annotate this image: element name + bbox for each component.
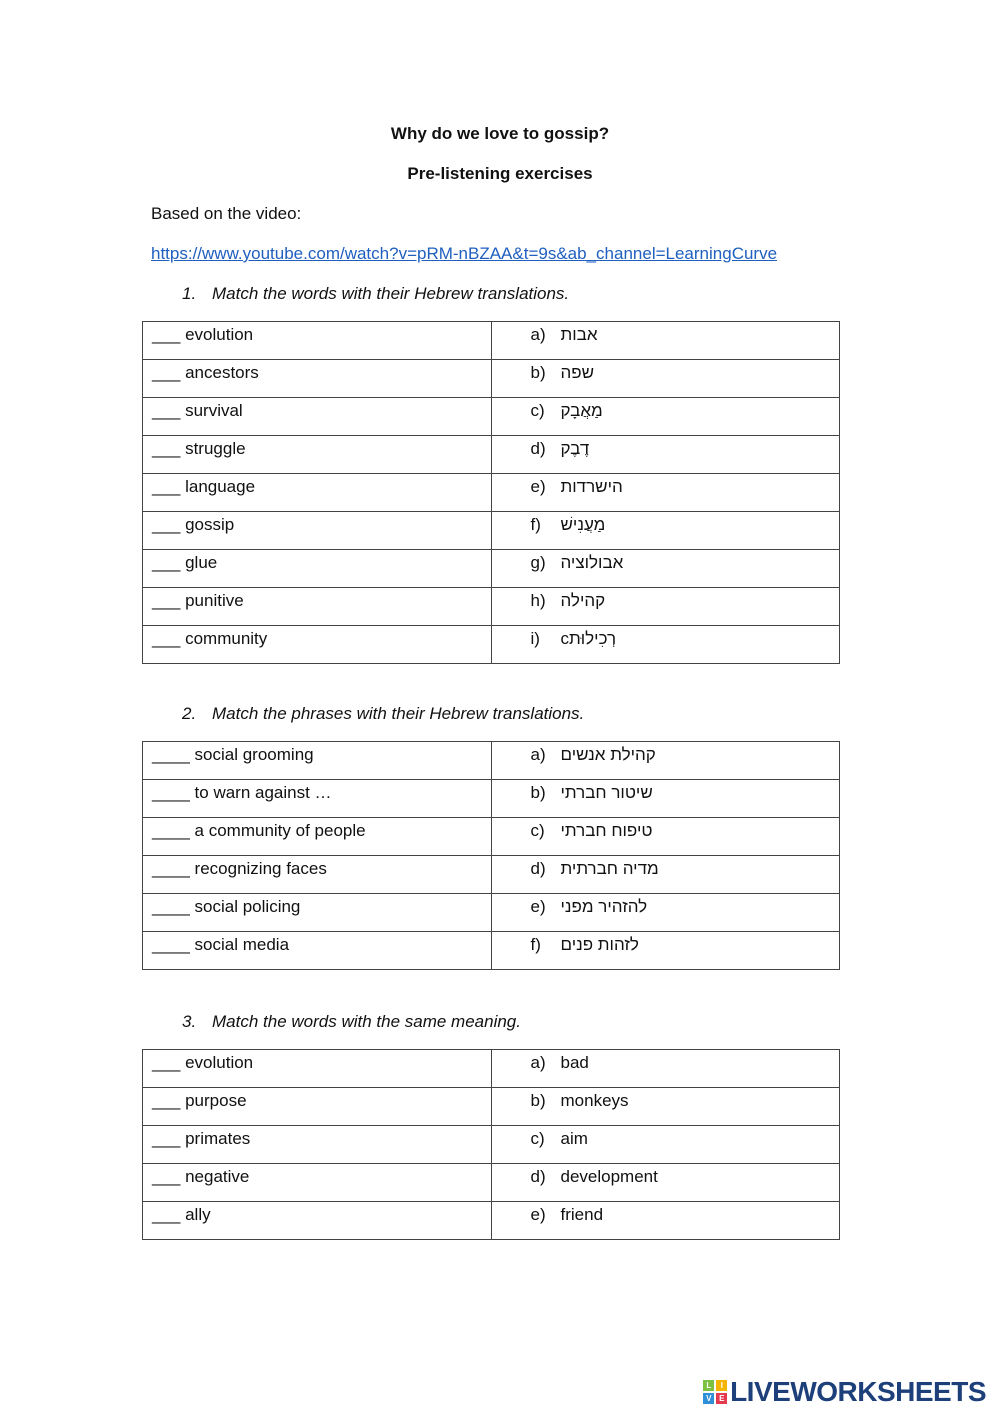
instruction-text: Match the words with the same meaning. — [212, 1012, 521, 1031]
translation-cell — [491, 894, 840, 932]
translation-cell — [491, 856, 840, 894]
table-row — [143, 550, 840, 588]
option-text: monkeys — [560, 1091, 629, 1110]
translation-cell — [491, 1126, 840, 1164]
logo-text: LIVEWORKSHEETS — [730, 1376, 986, 1407]
translation-cell — [491, 588, 840, 626]
table-row — [143, 742, 840, 780]
option-letter: e) — [530, 897, 546, 916]
option-text: מדיה חברתית — [560, 859, 659, 878]
video-link[interactable]: https://www.youtube.com/watch?v=pRM-nBZAA&t=9s&ab_channel=LearningCurve — [151, 244, 778, 263]
option-text: bad — [560, 1053, 589, 1072]
term-cell[interactable]: ____ to warn against … — [143, 780, 492, 818]
logo-tile: L — [703, 1380, 714, 1391]
table-row — [143, 1088, 840, 1126]
based-on-label: Based on the video: — [151, 204, 302, 223]
table-row — [143, 322, 840, 360]
term-cell[interactable]: ___ punitive — [143, 588, 492, 626]
translation-cell — [491, 436, 840, 474]
translation-cell — [491, 398, 840, 436]
term-cell[interactable]: ___ survival — [143, 398, 492, 436]
term-cell[interactable]: ___ negative — [143, 1164, 492, 1202]
table-row — [143, 1126, 840, 1164]
option-letter: c) — [530, 1129, 545, 1148]
table-row — [143, 626, 840, 664]
term-cell[interactable]: ___ purpose — [143, 1088, 492, 1126]
term-cell[interactable]: ___ language — [143, 474, 492, 512]
matching-table — [142, 321, 840, 664]
exercise-instruction — [182, 284, 569, 304]
logo-tile: E — [716, 1393, 727, 1404]
matching-table — [142, 1049, 840, 1240]
translation-cell — [491, 780, 840, 818]
logo-tiles-icon — [703, 1380, 727, 1404]
option-letter: d) — [530, 439, 546, 458]
logo-tile: V — [703, 1393, 714, 1404]
option-letter: g) — [530, 553, 546, 572]
option-text: friend — [560, 1205, 604, 1224]
option-text: קהילה — [560, 591, 606, 610]
translation-cell — [491, 360, 840, 398]
translation-cell — [491, 474, 840, 512]
translation-cell — [491, 512, 840, 550]
exercise-number: 1. — [182, 284, 197, 303]
exercise-number: 2. — [182, 704, 197, 723]
translation-cell — [491, 1050, 840, 1088]
translation-cell — [491, 1202, 840, 1240]
table-row — [143, 856, 840, 894]
exercise-instruction — [182, 704, 584, 724]
option-letter: e) — [530, 1205, 546, 1224]
term-cell[interactable]: ___ community — [143, 626, 492, 664]
option-text: לזהות פנים — [560, 935, 639, 954]
term-cell[interactable]: ____ a community of people — [143, 818, 492, 856]
liveworksheets-logo — [703, 1376, 986, 1408]
table-row — [143, 780, 840, 818]
option-text: להזהיר מפני — [560, 897, 648, 916]
option-text: קהילת אנשים — [560, 745, 656, 764]
term-cell[interactable]: ____ social media — [143, 932, 492, 970]
translation-cell — [491, 932, 840, 970]
term-cell[interactable]: ___ glue — [143, 550, 492, 588]
term-cell[interactable]: ___ gossip — [143, 512, 492, 550]
option-text: מַאֲבָק — [560, 401, 603, 420]
table-row — [143, 474, 840, 512]
table-row — [143, 1202, 840, 1240]
option-text: שפה — [560, 363, 595, 382]
table-row — [143, 894, 840, 932]
term-cell[interactable]: ___ evolution — [143, 1050, 492, 1088]
option-text: development — [560, 1167, 658, 1186]
option-text: אבולוציה — [560, 553, 624, 572]
option-letter: d) — [530, 859, 546, 878]
option-letter: a) — [530, 325, 546, 344]
translation-cell — [491, 818, 840, 856]
option-text: טיפוח חברתי — [560, 821, 653, 840]
option-text: דֶבֶק — [560, 439, 590, 458]
table-row — [143, 436, 840, 474]
option-letter: f) — [530, 935, 541, 954]
option-text: aim — [560, 1129, 588, 1148]
term-cell[interactable]: ___ primates — [143, 1126, 492, 1164]
option-letter: b) — [530, 363, 546, 382]
option-text: שיטור חברתי — [560, 783, 653, 802]
option-letter: i) — [530, 629, 540, 648]
translation-cell — [491, 742, 840, 780]
option-letter: d) — [530, 1167, 546, 1186]
instruction-text: Match the phrases with their Hebrew translations. — [212, 704, 585, 723]
table-row — [143, 1050, 840, 1088]
table-row — [143, 398, 840, 436]
term-cell[interactable]: ___ evolution — [143, 322, 492, 360]
table-row — [143, 588, 840, 626]
table-row — [143, 818, 840, 856]
worksheet-title: Why do we love to gossip? — [390, 124, 610, 143]
term-cell[interactable]: ____ social policing — [143, 894, 492, 932]
exercise-instruction — [182, 1012, 521, 1032]
term-cell[interactable]: ___ struggle — [143, 436, 492, 474]
option-letter: e) — [530, 477, 546, 496]
exercise-number: 3. — [182, 1012, 197, 1031]
option-text: הישרדות — [560, 477, 623, 496]
translation-cell — [491, 322, 840, 360]
option-letter: f) — [530, 515, 541, 534]
option-letter: h) — [530, 591, 546, 610]
matching-table — [142, 741, 840, 970]
option-letter: a) — [530, 745, 546, 764]
option-letter: c) — [530, 401, 545, 420]
term-cell[interactable]: ____ social grooming — [143, 742, 492, 780]
term-cell[interactable]: ___ ancestors — [143, 360, 492, 398]
translation-cell — [491, 1164, 840, 1202]
table-row — [143, 512, 840, 550]
table-row — [143, 360, 840, 398]
worksheet-subtitle: Pre-listening exercises — [407, 164, 593, 183]
option-letter: c) — [530, 821, 545, 840]
option-text: מַעֲנִישׁ — [560, 515, 606, 534]
term-cell[interactable]: ____ recognizing faces — [143, 856, 492, 894]
translation-cell — [491, 626, 840, 664]
option-letter: b) — [530, 783, 546, 802]
logo-tile: I — [716, 1380, 727, 1391]
table-row — [143, 1164, 840, 1202]
table-row — [143, 932, 840, 970]
option-text: רְכִילוּתc — [560, 629, 617, 648]
option-letter: b) — [530, 1091, 546, 1110]
translation-cell — [491, 1088, 840, 1126]
option-text: אבות — [560, 325, 598, 344]
term-cell[interactable]: ___ ally — [143, 1202, 492, 1240]
translation-cell — [491, 550, 840, 588]
option-letter: a) — [530, 1053, 546, 1072]
instruction-text: Match the words with their Hebrew translations. — [212, 284, 570, 303]
